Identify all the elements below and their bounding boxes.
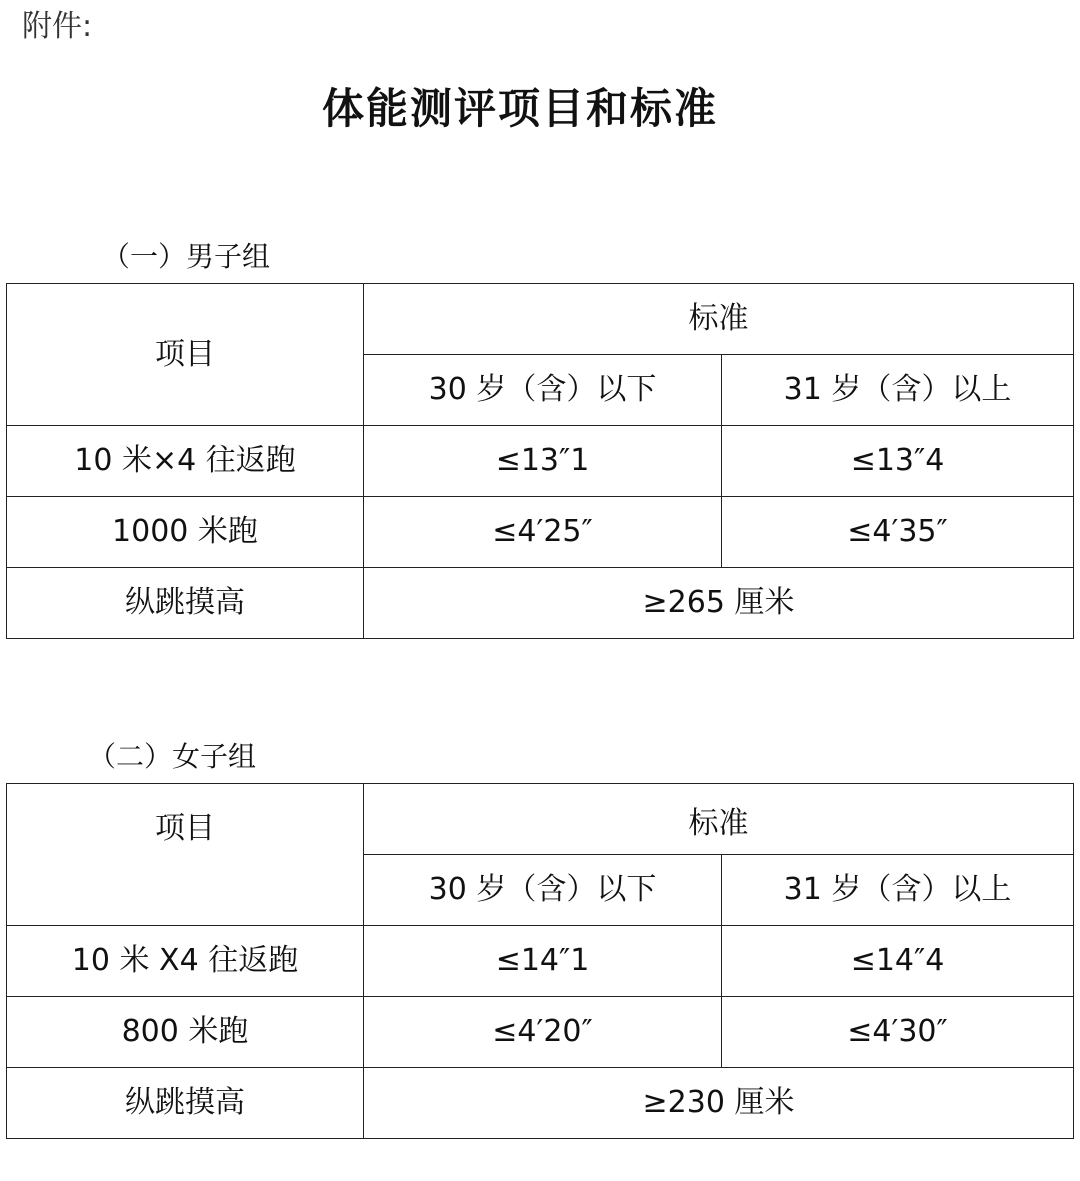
table-header-row [7, 784, 1074, 855]
table-row [7, 997, 1074, 1068]
page-title: 体能测评项目和标准 [321, 84, 718, 133]
header-age-over: 31 岁（含）以上 [722, 355, 1074, 426]
item-cell: 800 米跑 [7, 997, 364, 1068]
value-cell-over: ≤13″4 [722, 426, 1074, 497]
header-age-over: 31 岁（含）以上 [722, 855, 1074, 926]
table-row [7, 426, 1074, 497]
item-cell: 1000 米跑 [7, 497, 364, 568]
item-cell: 纵跳摸高 [7, 1068, 364, 1139]
value-cell-over: ≤4′35″ [722, 497, 1074, 568]
header-standard: 标准 [364, 284, 1074, 355]
standards-table-men [6, 283, 1074, 639]
standards-table-women [6, 783, 1074, 1139]
value-cell-merged: ≥230 厘米 [364, 1068, 1074, 1139]
table-row [7, 926, 1074, 997]
header-item: 项目 [7, 284, 364, 426]
item-cell: 10 米 X4 往返跑 [7, 926, 364, 997]
value-cell-under: ≤4′25″ [364, 497, 722, 568]
header-age-under: 30 岁（含）以下 [364, 855, 722, 926]
table-row [7, 1068, 1074, 1139]
value-cell-under: ≤13″1 [364, 426, 722, 497]
item-cell: 纵跳摸高 [7, 568, 364, 639]
value-cell-under: ≤14″1 [364, 926, 722, 997]
value-cell-merged: ≥265 厘米 [364, 568, 1074, 639]
value-cell-over: ≤4′30″ [722, 997, 1074, 1068]
value-cell-under: ≤4′20″ [364, 997, 722, 1068]
table-row [7, 568, 1074, 639]
section-heading-men: （一）男子组 [102, 240, 271, 273]
section-heading-women: （二）女子组 [88, 740, 257, 773]
table-header-row [7, 284, 1074, 355]
attachment-label: 附件: [22, 9, 93, 44]
table-row [7, 497, 1074, 568]
header-age-under: 30 岁（含）以下 [364, 355, 722, 426]
item-cell: 10 米×4 往返跑 [7, 426, 364, 497]
header-standard: 标准 [364, 784, 1074, 855]
header-item: 项目 [7, 784, 364, 926]
value-cell-over: ≤14″4 [722, 926, 1074, 997]
